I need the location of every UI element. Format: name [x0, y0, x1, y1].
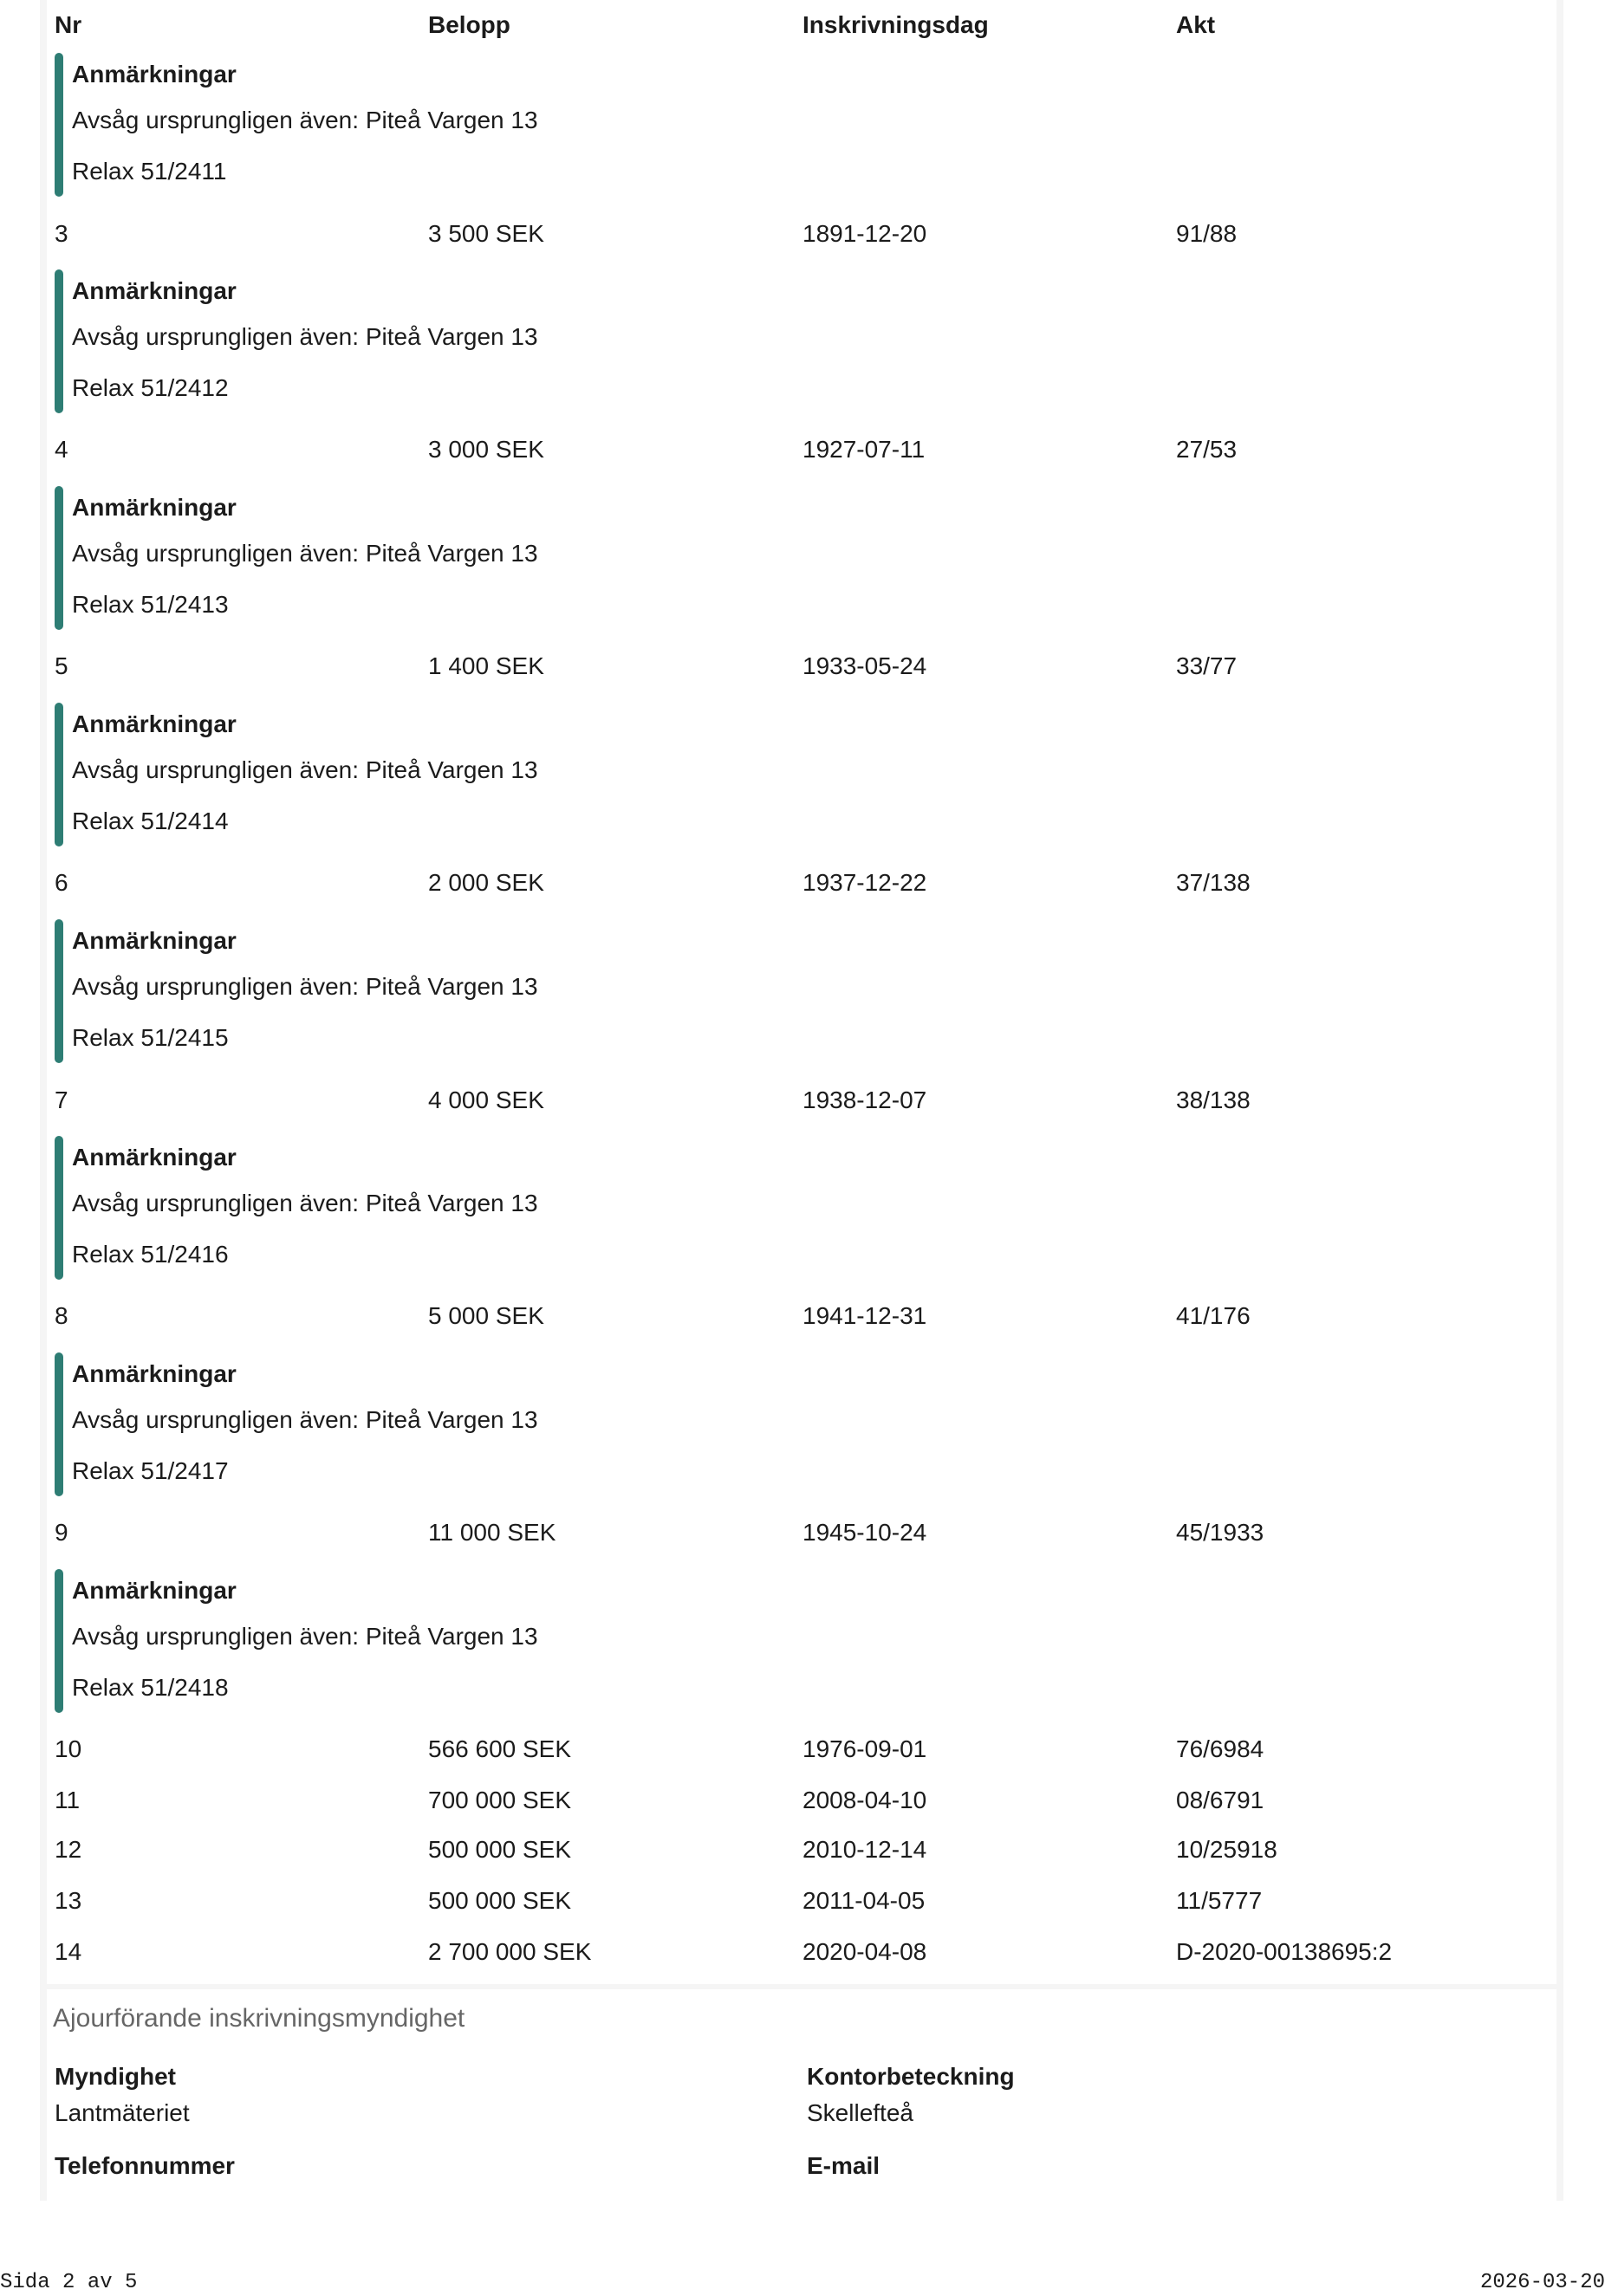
- cell-belopp: 1 400 SEK: [428, 652, 544, 679]
- remark-accent-bar: [55, 269, 63, 413]
- remark-ref: Relax 51/2416: [72, 1241, 229, 1268]
- remark-accent-bar: [55, 919, 63, 1063]
- table-header-row: [47, 10, 1556, 42]
- remark-text: Avsåg ursprungligen även: Piteå Vargen 13: [72, 1406, 538, 1433]
- cell-belopp: 2 700 000 SEK: [428, 1938, 592, 1965]
- cell-dag: 1933-05-24: [802, 652, 927, 679]
- cell-akt: 91/88: [1176, 220, 1238, 247]
- cell-dag: 2010-12-14: [802, 1836, 927, 1863]
- remark-block: [55, 1569, 1528, 1713]
- cell-dag: 1941-12-31: [802, 1302, 927, 1329]
- authority-section-title: Ajourförande inskrivningsmyndighet: [53, 2004, 465, 2033]
- remark-text: Avsåg ursprungligen även: Piteå Vargen 13: [72, 973, 538, 1000]
- cell-nr: 12: [55, 1836, 82, 1863]
- cell-akt: 08/6791: [1176, 1787, 1264, 1813]
- cell-belopp: 500 000 SEK: [428, 1887, 572, 1914]
- cell-akt: 37/138: [1176, 869, 1251, 896]
- cell-nr: 6: [55, 869, 68, 896]
- remark-title: Anmärkningar: [72, 277, 237, 304]
- cell-belopp: 3 000 SEK: [428, 436, 544, 463]
- cell-dag: 1945-10-24: [802, 1519, 927, 1546]
- cell-akt: 38/138: [1176, 1086, 1251, 1113]
- cell-nr: 10: [55, 1735, 82, 1762]
- cell-belopp: 3 500 SEK: [428, 220, 544, 247]
- remark-block: [55, 53, 1528, 197]
- remark-accent-bar: [55, 1352, 63, 1496]
- remark-text: Avsåg ursprungligen även: Piteå Vargen 13: [72, 323, 538, 350]
- cell-dag: 1891-12-20: [802, 220, 927, 247]
- remark-ref: Relax 51/2411: [72, 158, 227, 185]
- remark-block: [55, 1136, 1528, 1280]
- cell-dag: 1976-09-01: [802, 1735, 927, 1762]
- header-akt: Akt: [1176, 11, 1216, 38]
- cell-belopp: 700 000 SEK: [428, 1787, 572, 1813]
- table-row: [47, 1886, 1556, 1916]
- remark-block: [55, 919, 1528, 1063]
- cell-nr: 9: [55, 1519, 68, 1546]
- table-row: [47, 1835, 1556, 1865]
- cell-akt: 27/53: [1176, 436, 1238, 463]
- cell-dag: 2008-04-10: [802, 1787, 927, 1813]
- telefonnummer-label: Telefonnummer: [55, 2152, 235, 2179]
- remark-title: Anmärkningar: [72, 1360, 237, 1387]
- myndighet-label: Myndighet: [55, 2063, 176, 2090]
- remark-text: Avsåg ursprungligen även: Piteå Vargen 13: [72, 756, 538, 783]
- authority-card: [47, 1989, 1556, 2201]
- myndighet-value: Lantmäteriet: [55, 2099, 190, 2126]
- remark-block: [55, 486, 1528, 630]
- cell-nr: 3: [55, 220, 68, 247]
- mortgage-table-card: [47, 0, 1556, 1984]
- remark-ref: Relax 51/2414: [72, 807, 229, 834]
- cell-akt: 76/6984: [1176, 1735, 1264, 1762]
- remark-text: Avsåg ursprungligen även: Piteå Vargen 13: [72, 540, 538, 567]
- table-row: [47, 435, 1556, 464]
- remark-text: Avsåg ursprungligen även: Piteå Vargen 13: [72, 107, 538, 133]
- remark-ref: Relax 51/2415: [72, 1024, 229, 1051]
- remark-accent-bar: [55, 703, 63, 846]
- table-row: [47, 868, 1556, 898]
- remark-title: Anmärkningar: [72, 61, 237, 88]
- cell-akt: D-2020-00138695:2: [1176, 1938, 1393, 1965]
- cell-dag: 2011-04-05: [802, 1887, 926, 1914]
- header-nr: Nr: [55, 11, 82, 38]
- cell-akt: 45/1933: [1176, 1519, 1264, 1546]
- cell-nr: 4: [55, 436, 68, 463]
- remark-title: Anmärkningar: [72, 710, 237, 737]
- cell-belopp: 2 000 SEK: [428, 869, 544, 896]
- table-row: [47, 1735, 1556, 1764]
- cell-akt: 33/77: [1176, 652, 1238, 679]
- cell-nr: 14: [55, 1938, 82, 1965]
- cell-nr: 5: [55, 652, 68, 679]
- table-row: [47, 219, 1556, 249]
- kontorbeteckning-label: Kontorbeteckning: [807, 2063, 1015, 2090]
- cell-belopp: 4 000 SEK: [428, 1086, 544, 1113]
- remark-block: [55, 1352, 1528, 1496]
- cell-akt: 10/25918: [1176, 1836, 1277, 1863]
- cell-dag: 1938-12-07: [802, 1086, 927, 1113]
- cell-belopp: 11 000 SEK: [428, 1519, 556, 1546]
- cell-nr: 7: [55, 1086, 68, 1113]
- cell-akt: 11/5777: [1176, 1887, 1263, 1914]
- remark-title: Anmärkningar: [72, 494, 237, 521]
- remark-ref: Relax 51/2413: [72, 591, 229, 618]
- cell-nr: 8: [55, 1302, 68, 1329]
- cell-nr: 13: [55, 1887, 82, 1914]
- cell-belopp: 566 600 SEK: [428, 1735, 572, 1762]
- cell-dag: 1927-07-11: [802, 436, 926, 463]
- table-row: [47, 1301, 1556, 1331]
- table-row: [47, 1086, 1556, 1115]
- remark-title: Anmärkningar: [72, 1577, 237, 1604]
- remark-accent-bar: [55, 1569, 63, 1713]
- cell-belopp: 5 000 SEK: [428, 1302, 544, 1329]
- remark-accent-bar: [55, 1136, 63, 1280]
- table-row: [47, 652, 1556, 681]
- remark-block: [55, 269, 1528, 413]
- page-number: Sida 2 av 5: [0, 2271, 138, 2294]
- table-row: [47, 1786, 1556, 1815]
- cell-dag: 1937-12-22: [802, 869, 927, 896]
- remark-title: Anmärkningar: [72, 927, 237, 954]
- table-row: [47, 1518, 1556, 1547]
- table-row: [47, 1937, 1556, 1967]
- header-inskrivningsdag: Inskrivningsdag: [802, 11, 989, 38]
- remark-accent-bar: [55, 486, 63, 630]
- print-date: 2026-03-20: [1479, 2271, 1605, 2294]
- remark-ref: Relax 51/2418: [72, 1674, 229, 1701]
- email-label: E-mail: [807, 2152, 880, 2179]
- remark-text: Avsåg ursprungligen även: Piteå Vargen 13: [72, 1623, 538, 1650]
- kontorbeteckning-value: Skellefteå: [807, 2099, 913, 2126]
- remark-text: Avsåg ursprungligen även: Piteå Vargen 13: [72, 1190, 538, 1216]
- cell-nr: 11: [55, 1787, 81, 1813]
- remark-block: [55, 703, 1528, 846]
- header-belopp: Belopp: [428, 11, 510, 38]
- cell-dag: 2020-04-08: [802, 1938, 927, 1965]
- remark-ref: Relax 51/2417: [72, 1457, 229, 1484]
- remark-title: Anmärkningar: [72, 1144, 237, 1171]
- remark-accent-bar: [55, 53, 63, 197]
- cell-akt: 41/176: [1176, 1302, 1251, 1329]
- remark-ref: Relax 51/2412: [72, 374, 229, 401]
- cell-belopp: 500 000 SEK: [428, 1836, 572, 1863]
